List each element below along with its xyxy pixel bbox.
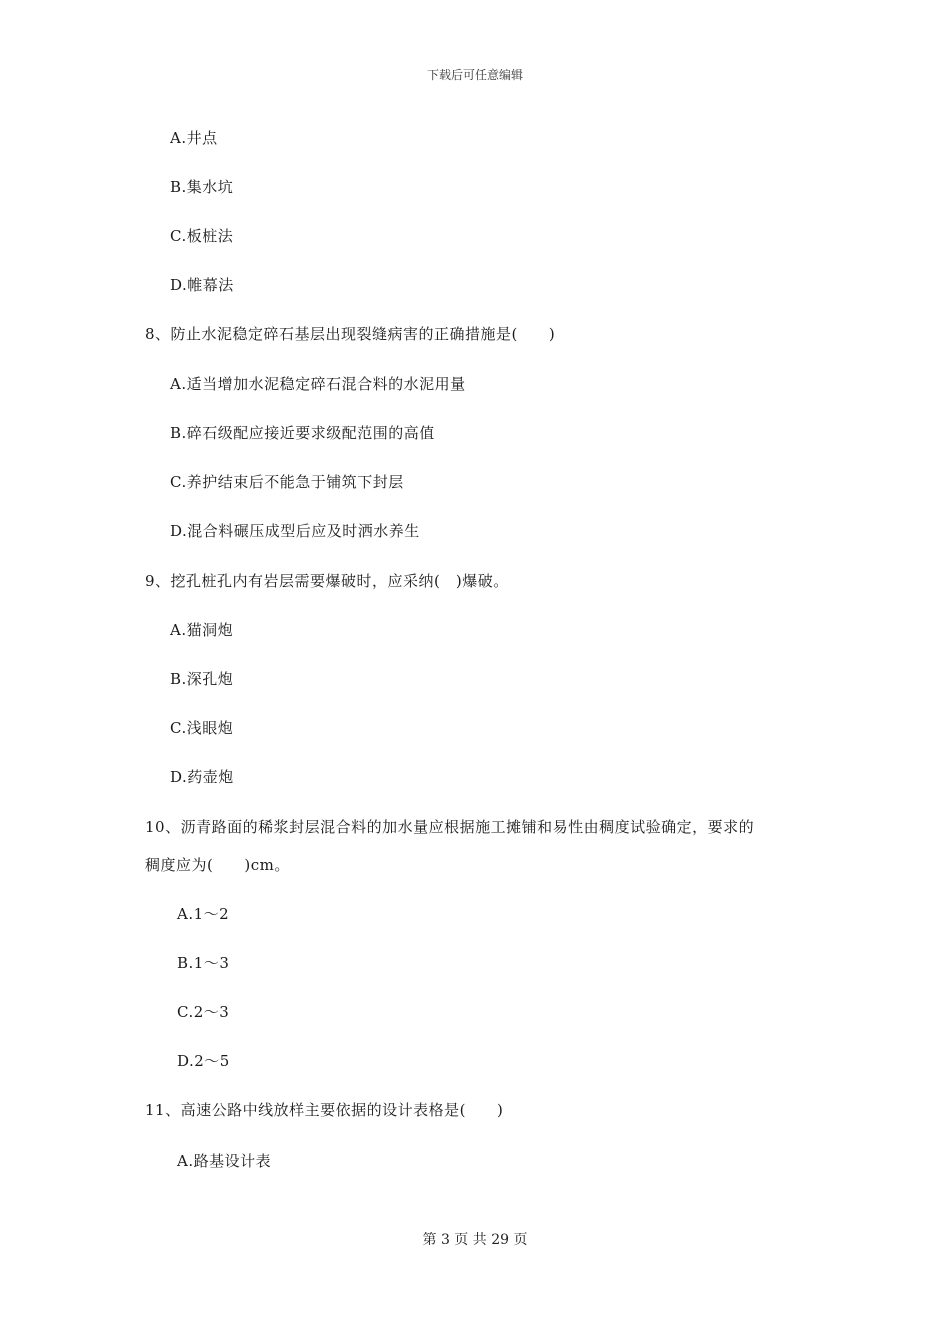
q10-option-c: C.2～3 — [177, 1003, 230, 1021]
page-number-footer: 第 3 页 共 29 页 — [422, 1232, 528, 1248]
q7-option-c: C.板桩法 — [170, 227, 234, 245]
q7-option-d: D.帷幕法 — [170, 276, 234, 294]
q8-option-c: C.养护结束后不能急于铺筑下封层 — [170, 473, 404, 491]
q10-option-d: D.2～5 — [177, 1052, 230, 1070]
q8-stem: 8、防止水泥稳定碎石基层出现裂缝病害的正确措施是( ) — [145, 325, 556, 343]
q11-stem: 11、高速公路中线放样主要依据的设计表格是( ) — [145, 1101, 504, 1119]
q8-option-b: B.碎石级配应接近要求级配范围的高值 — [170, 424, 435, 442]
q7-option-a: A.井点 — [170, 129, 218, 147]
q9-option-d: D.药壶炮 — [170, 768, 234, 786]
q11-option-a: A.路基设计表 — [177, 1152, 272, 1170]
q8-option-d: D.混合料碾压成型后应及时洒水养生 — [170, 522, 420, 540]
header-note: 下载后可任意编辑 — [426, 68, 523, 82]
q10-option-a: A.1～2 — [177, 905, 230, 923]
q9-stem: 9、挖孔桩孔内有岩层需要爆破时，应采纳( )爆破。 — [145, 572, 509, 590]
q8-option-a: A.适当增加水泥稳定碎石混合料的水泥用量 — [170, 375, 466, 393]
q9-option-b: B.深孔炮 — [170, 670, 234, 688]
q9-option-c: C.浅眼炮 — [170, 719, 234, 737]
q9-option-a: A.猫洞炮 — [170, 621, 234, 639]
q10-stem-line1: 10、沥青路面的稀浆封层混合料的加水量应根据施工摊铺和易性由稠度试验确定，要求的 — [145, 818, 755, 836]
q7-option-b: B.集水坑 — [170, 178, 234, 196]
q10-stem-line2: 稠度应为( )cm。 — [145, 856, 290, 874]
q10-option-b: B.1～3 — [177, 954, 230, 972]
